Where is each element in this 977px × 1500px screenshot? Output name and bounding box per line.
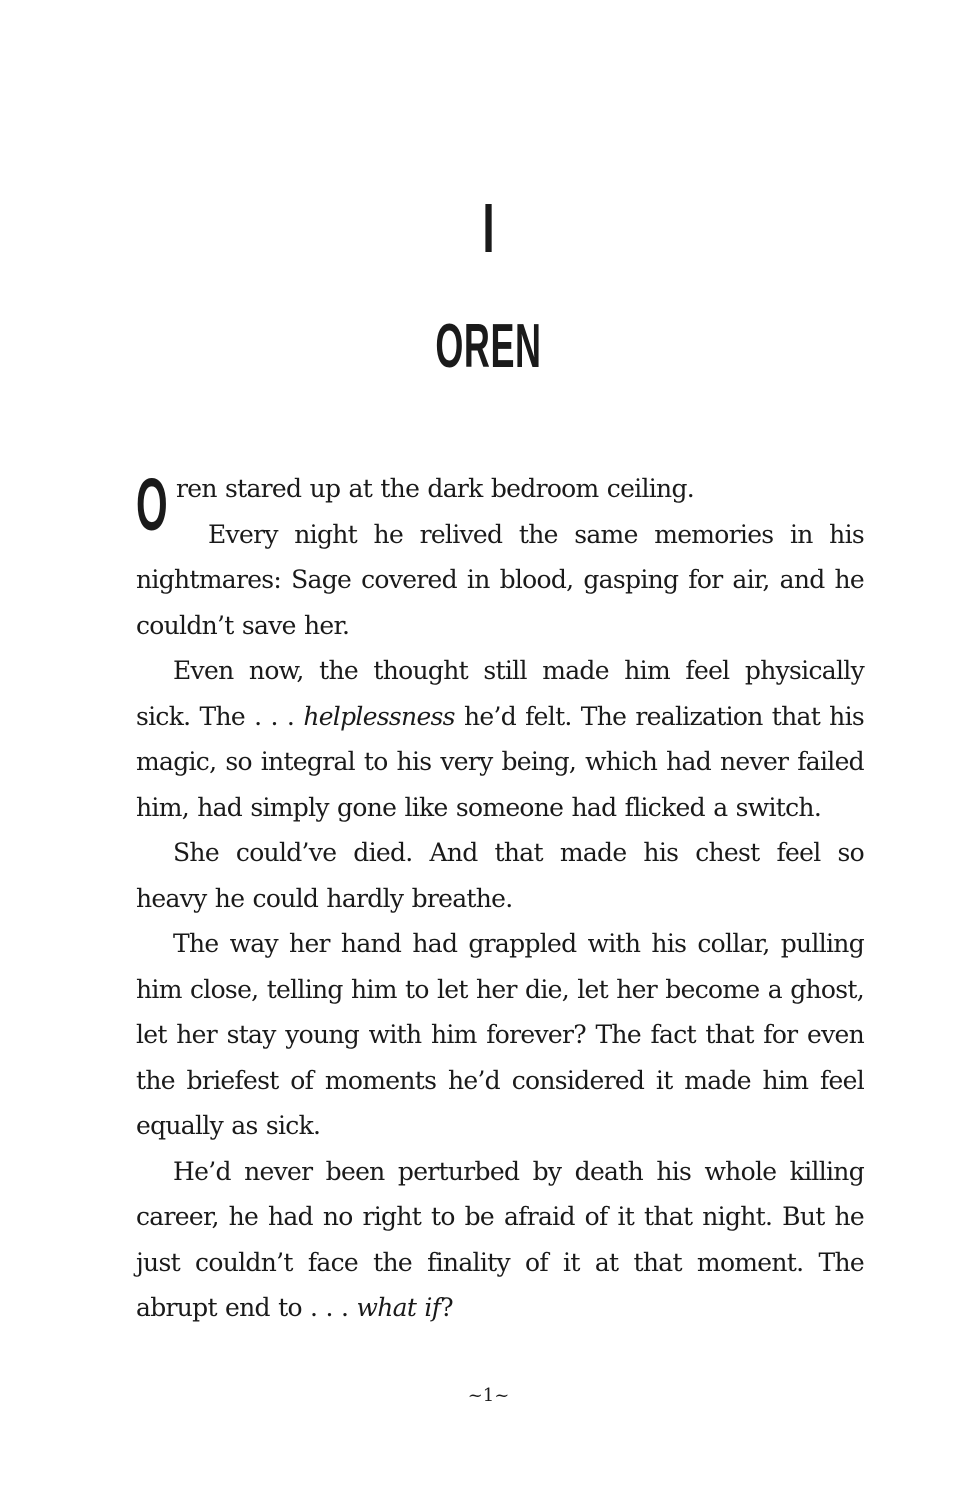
first-line: ren stared up at the dark bedroom ceiling. (176, 474, 695, 503)
paragraph-6-emphasis: what if (356, 1293, 441, 1322)
paragraph-4: She could’ve died. And that made his chest feel so heavy he could hardly breathe. (136, 838, 864, 913)
paragraph-1 (136, 463, 864, 648)
paragraph-6-text-b: ? (440, 1293, 453, 1322)
page-number: ~1~ (467, 1385, 510, 1406)
chapter-number: I (482, 189, 495, 267)
paragraph-3-text-a: Even now, the thought still made him feel physically sick. The . . . (136, 656, 864, 731)
paragraph-3 (136, 648, 864, 830)
paragraph-2: Every night he relived the same memories in his nightmares: Sage covered in blood, gasping for air, and he couldn’t save her. (136, 519, 864, 640)
drop-cap: O (136, 463, 168, 546)
paragraph-6 (136, 1149, 864, 1331)
paragraph-3-text-b: he’d felt. The realization that his magic, so integral to his very being, which had never failed him, had simply gone like someone had flicked a switch. (136, 701, 865, 822)
paragraph-3-emphasis: helplessness (303, 701, 455, 731)
paragraph-5: The way her hand had grappled with his collar, pulling him close, telling him to let her die, let her become a ghost, let her stay young with him forever? The fact that for even the briefest of moments he’d considered it made him feel equally as sick. (136, 929, 864, 1140)
chapter-title: OREN (435, 312, 542, 381)
chapter-body (136, 463, 865, 1331)
paragraph-6-text-a: He’d never been perturbed by death his whole killing career, he had no right to be afraid of it that night. But he just couldn’t face the finality of it at that moment. The abrupt end to . . . (136, 1156, 864, 1322)
